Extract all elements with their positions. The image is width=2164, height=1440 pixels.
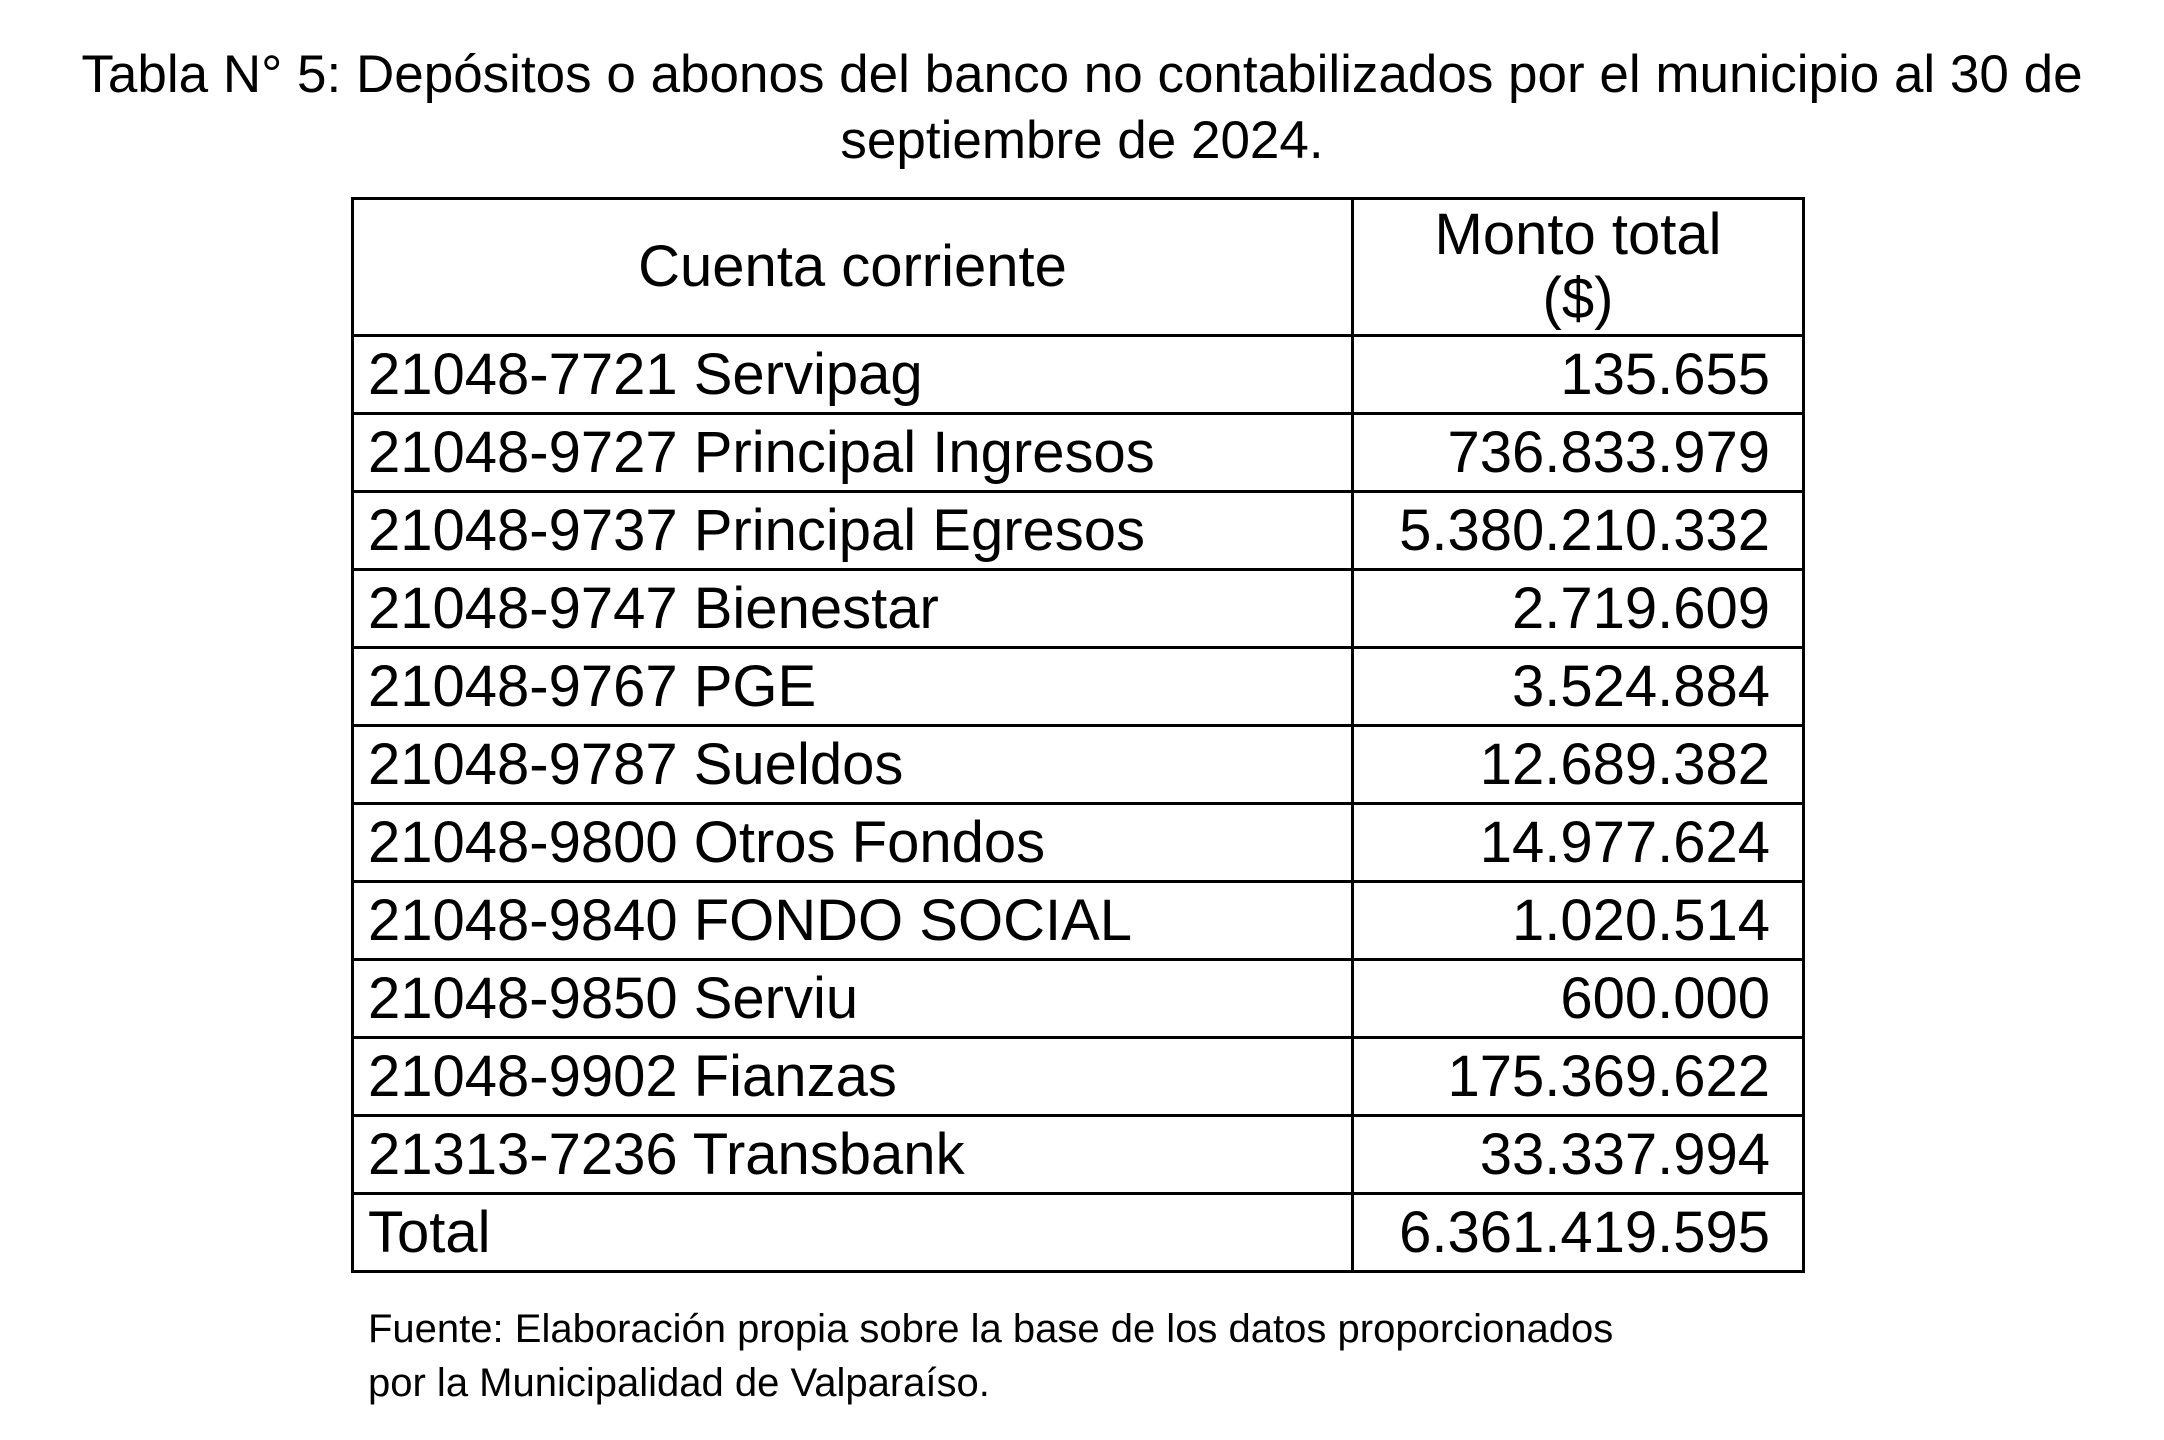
account-cell: 21048-9727 Principal Ingresos <box>353 414 1353 492</box>
account-cell: 21048-9787 Sueldos <box>353 726 1353 804</box>
amount-cell: 736.833.979 <box>1353 414 1804 492</box>
amount-cell: 600.000 <box>1353 960 1804 1038</box>
table-row <box>353 804 1804 882</box>
source-note-line-2: por la Municipalidad de Valparaíso. <box>368 1361 990 1405</box>
header-amount-line-2: ($) <box>1542 266 1614 331</box>
account-cell: 21048-9902 Fianzas <box>353 1038 1353 1116</box>
table-row <box>353 492 1804 570</box>
table-row <box>353 1116 1804 1194</box>
table-row <box>353 648 1804 726</box>
account-cell: 21048-9767 PGE <box>353 648 1353 726</box>
amount-cell: 135.655 <box>1353 336 1804 414</box>
total-amount: 6.361.419.595 <box>1353 1194 1804 1272</box>
table-header-row <box>353 199 1804 336</box>
table-row <box>353 960 1804 1038</box>
header-amount <box>1353 199 1804 336</box>
table-row <box>353 414 1804 492</box>
table-title-line-2: septiembre de 2024. <box>840 111 1324 170</box>
amount-cell: 2.719.609 <box>1353 570 1804 648</box>
account-cell: 21048-9840 FONDO SOCIAL <box>353 882 1353 960</box>
total-label: Total <box>353 1194 1353 1272</box>
table-row <box>353 570 1804 648</box>
table-row <box>353 1038 1804 1116</box>
account-cell: 21048-9737 Principal Egresos <box>353 492 1353 570</box>
header-account: Cuenta corriente <box>353 199 1353 336</box>
table-title <box>0 42 2164 174</box>
amount-cell: 175.369.622 <box>1353 1038 1804 1116</box>
account-cell: 21048-7721 Servipag <box>353 336 1353 414</box>
amount-cell: 3.524.884 <box>1353 648 1804 726</box>
account-cell: 21313-7236 Transbank <box>353 1116 1353 1194</box>
source-note-line-1: Fuente: Elaboración propia sobre la base de los datos proporcionados <box>368 1307 1614 1351</box>
amount-cell: 5.380.210.332 <box>1353 492 1804 570</box>
account-cell: 21048-9850 Serviu <box>353 960 1353 1038</box>
amount-cell: 33.337.994 <box>1353 1116 1804 1194</box>
table-title-line-1: Tabla N° 5: Depósitos o abonos del banco no contabilizados por el municipio al 30 de <box>81 45 2083 104</box>
header-amount-line-1: Monto total <box>1434 202 1722 267</box>
amount-cell: 12.689.382 <box>1353 726 1804 804</box>
account-cell: 21048-9800 Otros Fondos <box>353 804 1353 882</box>
deposits-table <box>351 197 1805 1273</box>
table-row <box>353 726 1804 804</box>
table-row <box>353 882 1804 960</box>
account-cell: 21048-9747 Bienestar <box>353 570 1353 648</box>
table-row <box>353 336 1804 414</box>
amount-cell: 1.020.514 <box>1353 882 1804 960</box>
amount-cell: 14.977.624 <box>1353 804 1804 882</box>
total-row <box>353 1194 1804 1272</box>
source-note <box>368 1302 1613 1410</box>
